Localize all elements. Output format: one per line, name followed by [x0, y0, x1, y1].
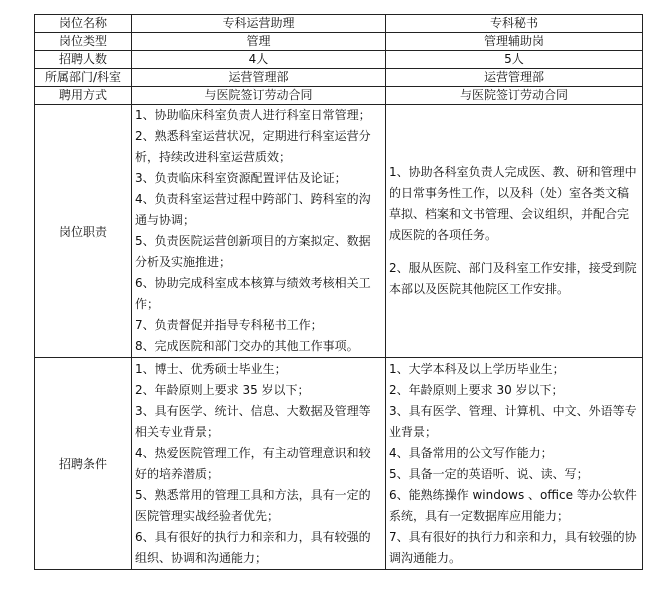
cell-value: 与医院签订劳动合同	[132, 87, 386, 105]
position-name-2: 专科秘书	[386, 15, 643, 33]
list-item: 7、负责督促并指导专科秘书工作；	[135, 318, 323, 332]
position-name-1: 专科运营助理	[132, 15, 386, 33]
table-row	[35, 33, 643, 51]
list-item: 4、热爱医院管理工作，有主动管理意识和较好的培养潜质；	[135, 445, 371, 481]
cell-value: 与医院签订劳动合同	[386, 87, 643, 105]
table-row	[35, 51, 643, 69]
duties-row	[35, 105, 643, 358]
cell-value: 管理	[132, 33, 386, 51]
cell-value: 运营管理部	[132, 69, 386, 87]
list-item: 4、负责科室运营过程中跨部门、跨科室的沟通与协调；	[135, 192, 371, 227]
row-label: 岗位类型	[35, 33, 132, 51]
list-item: 4、具备常用的公文写作能力；	[389, 445, 553, 460]
row-label: 招聘条件	[35, 358, 132, 570]
list-item: 8、完成医院和部门交办的其他工作事项。	[135, 339, 359, 353]
list-item: 5、具备一定的英语听、说、读、写；	[389, 466, 589, 481]
list-item: 6、协助完成科室成本核算与绩效考核相关工作；	[135, 276, 371, 311]
list-item: 5、负责医院运营创新项目的方案拟定、数据分析及实施推进；	[135, 234, 371, 269]
list-item: 5、熟悉常用的管理工具和方法，具有一定的医院管理实战经验者优先；	[135, 487, 371, 523]
list-item: 2、服从医院、部门及科室工作安排，接受到院本部以及医院其他院区工作安排。	[389, 261, 637, 296]
row-label: 岗位名称	[35, 15, 132, 33]
list-item: 7、具有很好的执行力和亲和力，具有较强的协调沟通能力。	[389, 529, 637, 565]
list-item: 1、协助临床科室负责人进行科室日常管理；	[135, 108, 371, 122]
list-item: 3、具有医学、统计、信息、大数据及管理等相关专业背景；	[135, 403, 371, 439]
duties-list-1	[132, 105, 386, 358]
cell-value: 运营管理部	[386, 69, 643, 87]
table-row	[35, 69, 643, 87]
row-label: 岗位职责	[35, 105, 132, 358]
cell-value: 5人	[386, 51, 643, 69]
duties-list-2	[386, 105, 643, 358]
job-table	[34, 14, 643, 570]
list-item: 2、熟悉科室运营状况，定期进行科室运营分析，持续改进科室运营质效；	[135, 129, 371, 164]
row-label: 聘用方式	[35, 87, 132, 105]
list-item: 2、年龄原则上要求 30 岁以下；	[389, 382, 564, 397]
list-item: 6、能熟练操作 windows 、office 等办公软件系统，具有一定数据库应用能力；	[389, 487, 637, 523]
requirements-list-2	[386, 358, 643, 570]
list-item: 2、年龄原则上要求 35 岁以下；	[135, 382, 310, 397]
list-item: 3、具有医学、管理、计算机、中文、外语等专业背景；	[389, 403, 637, 439]
row-label: 所属部门/科室	[35, 69, 132, 87]
list-item: 1、协助各科室负责人完成医、教、研和管理中的日常事务性工作，以及科（处）室各类文稿草拟、档案和文书管理、会议组织，并配合完成医院的各项任务。	[389, 165, 637, 242]
list-item: 1、博士、优秀硕士毕业生；	[135, 361, 287, 376]
row-label: 招聘人数	[35, 51, 132, 69]
cell-value: 4人	[132, 51, 386, 69]
list-item: 6、具有很好的执行力和亲和力，具有较强的组织、协调和沟通能力；	[135, 529, 371, 565]
requirements-row	[35, 358, 643, 570]
requirements-list-1	[132, 358, 386, 570]
header-row	[35, 15, 643, 33]
table-row	[35, 87, 643, 105]
list-item: 3、负责临床科室资源配置评估及论证；	[135, 171, 347, 185]
cell-value: 管理辅助岗	[386, 33, 643, 51]
list-item: 1、大学本科及以上学历毕业生；	[389, 361, 565, 376]
